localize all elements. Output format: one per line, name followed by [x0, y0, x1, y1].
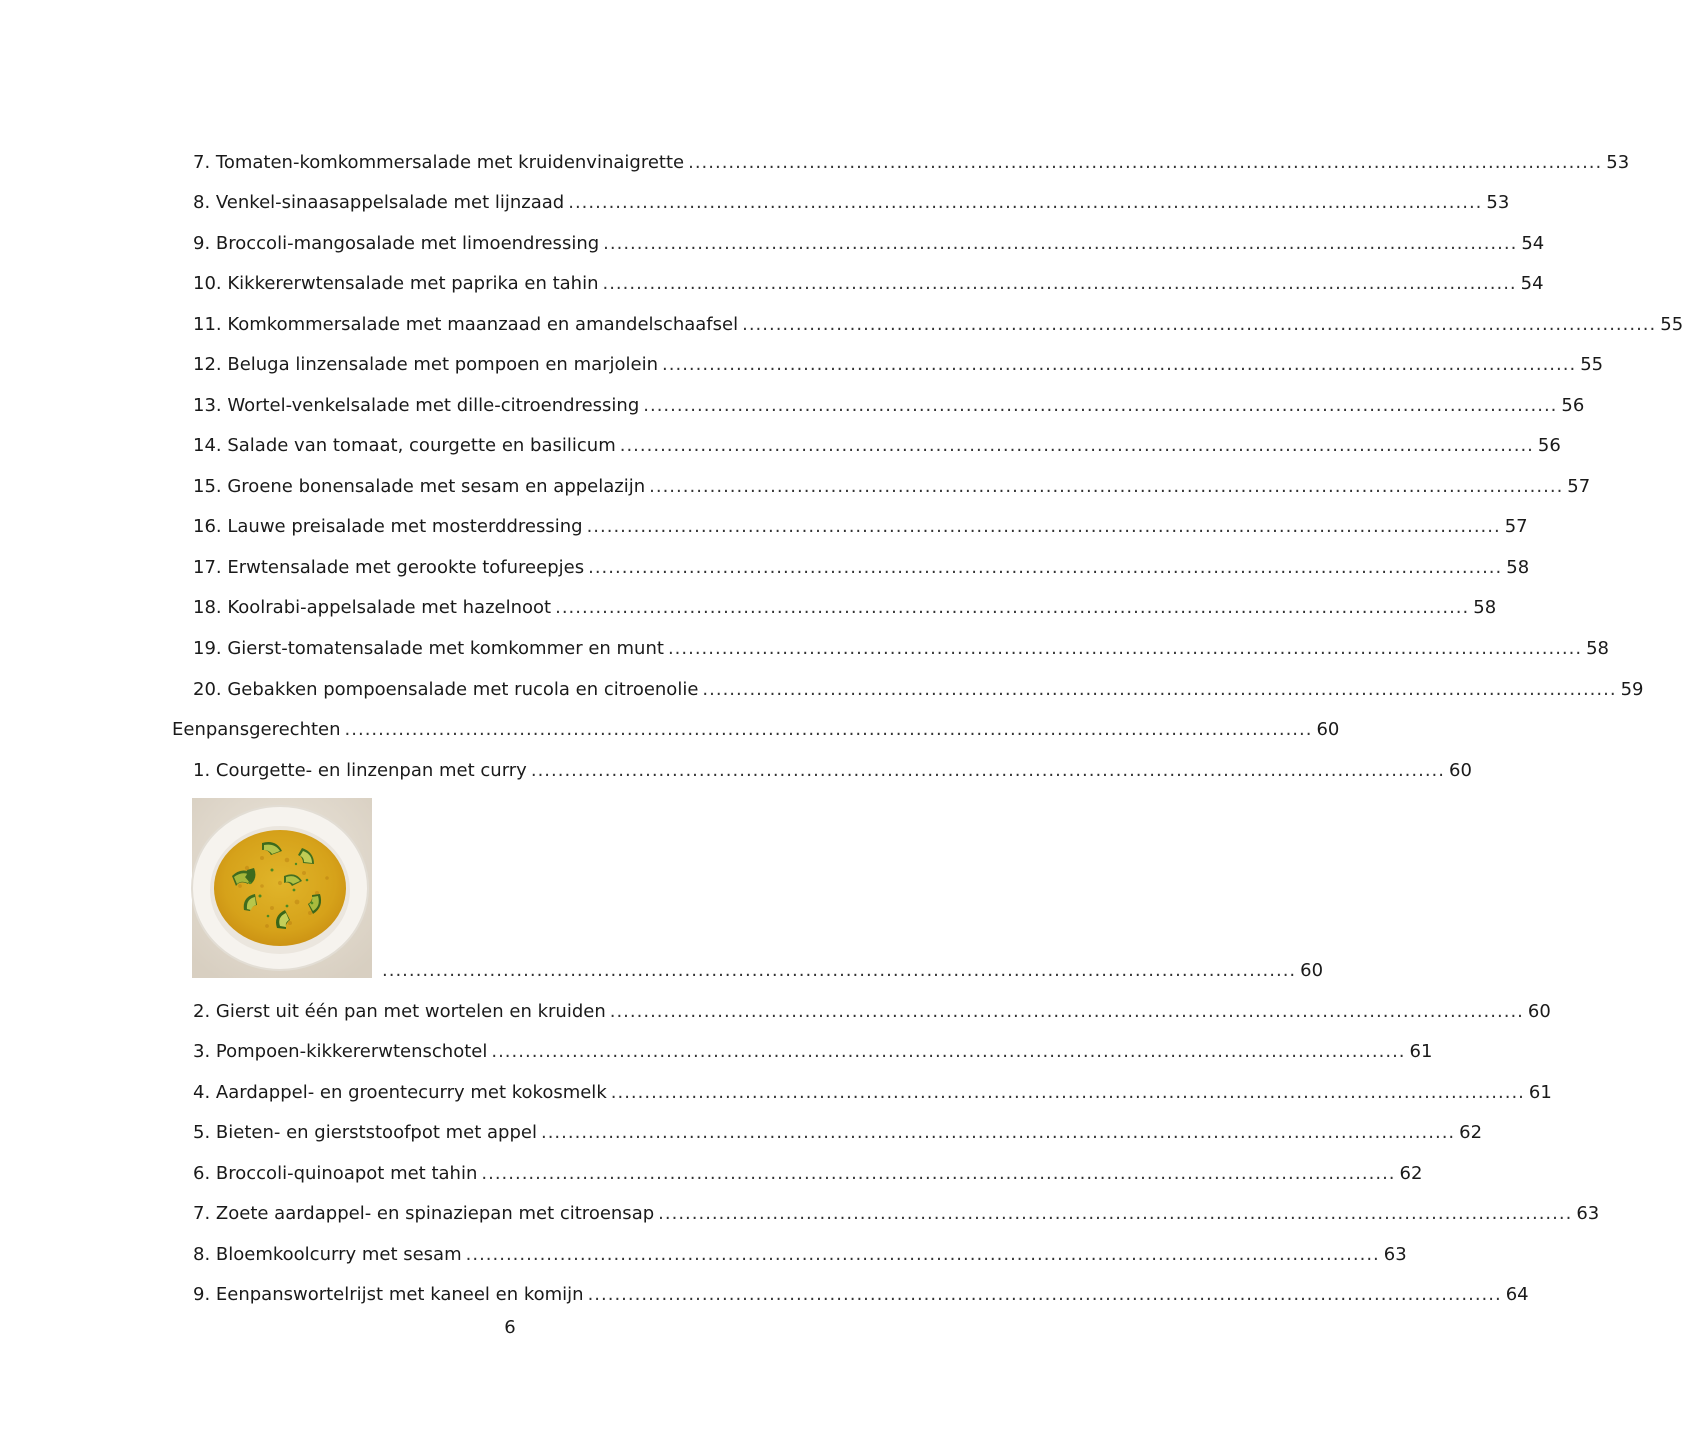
toc-entry[interactable]: [193, 638, 1609, 660]
toc-entry[interactable]: [193, 1284, 1529, 1306]
toc-entry[interactable]: [193, 354, 1604, 376]
dot-leader: ........................................................................................................................................: [530, 760, 1445, 781]
toc-entry-title: 17. Erwtensalade met gerookte tofureepjes: [193, 557, 585, 578]
toc-entry-page: 60: [1527, 1001, 1551, 1022]
toc-entry-page: 60: [1449, 760, 1472, 781]
toc-entry-title: 20. Gebakken pompoensalade met rucola en citroenolie: [193, 679, 699, 700]
toc-entry[interactable]: [193, 192, 1510, 214]
toc-entry-page: 57: [1567, 476, 1591, 497]
dot-leader: ........................................................................................................................................: [465, 1244, 1380, 1265]
toc-entry[interactable]: [193, 1122, 1483, 1144]
toc-entry-title: 5. Bieten- en gierststoofpot met appel: [193, 1122, 537, 1143]
toc-entry-page: 53: [1606, 152, 1630, 173]
toc-entry[interactable]: [193, 1163, 1423, 1185]
toc-entry-page: 61: [1409, 1041, 1433, 1062]
toc-entry-page: 53: [1486, 192, 1510, 213]
toc-entry-title: 4. Aardappel- en groentecurry met kokosmelk: [193, 1082, 607, 1103]
toc-entry-page: 54: [1520, 273, 1544, 294]
dot-leader: ........................................................................................................................................: [481, 1163, 1396, 1184]
dot-leader: ........................................................................................................................................: [643, 395, 1558, 416]
toc-entry-page: 63: [1576, 1203, 1600, 1224]
toc-entry-page: 58: [1506, 557, 1530, 578]
toc-entry-title: 9. Eenpanswortelrijst met kaneel en komijn: [193, 1284, 584, 1305]
toc-entry[interactable]: [193, 233, 1545, 255]
toc-entry-page: 61: [1528, 1082, 1552, 1103]
dot-leader: ........................................................................................................................................: [491, 1041, 1406, 1062]
toc-entry[interactable]: [193, 1041, 1433, 1063]
toc-entry-page: 64: [1505, 1284, 1529, 1305]
toc-entry-title: 2. Gierst uit één pan met wortelen en kruiden: [193, 1001, 606, 1022]
toc-entry-page: 56: [1561, 395, 1585, 416]
dot-leader: ........................................................................................................................................: [540, 1122, 1456, 1143]
toc-entry-title: 9. Broccoli-mangosalade met limoendressing: [193, 233, 600, 254]
toc-entry[interactable]: [193, 516, 1528, 538]
toc-entry-page: 59: [1620, 679, 1644, 700]
dot-leader: ........................................................................................................................................: [610, 1082, 1525, 1103]
toc-entry[interactable]: [193, 273, 1544, 295]
dot-leader: ........................................................................................................................................: [602, 273, 1517, 294]
toc-entry-page: 54: [1521, 233, 1545, 254]
toc-entry-page: 60: [1316, 719, 1340, 740]
toc-entry[interactable]: [193, 1001, 1551, 1023]
dot-leader: ........................................................................................................................................: [619, 435, 1534, 456]
dot-leader: ........................................................................................................................................: [586, 516, 1501, 537]
dot-leader: ........................................................................................................................................: [688, 152, 1603, 173]
toc-entry-page: 58: [1586, 638, 1609, 659]
dot-leader: ........................................................................................................................................: [588, 557, 1503, 578]
toc-entry-title: 10. Kikkererwtensalade met paprika en tahin: [193, 273, 599, 294]
toc-entry-page: 60: [1300, 960, 1324, 981]
toc-entry-title: 8. Bloemkoolcurry met sesam: [193, 1244, 462, 1265]
toc-entry[interactable]: [193, 1082, 1552, 1104]
toc-section-heading[interactable]: [172, 719, 1340, 741]
toc-entry-title: 14. Salade van tomaat, courgette en basilicum: [193, 435, 616, 456]
toc-entry[interactable]: [193, 1203, 1600, 1225]
dot-leader: ........................................................................................................................................: [382, 960, 1297, 981]
toc-entry[interactable]: [193, 476, 1591, 498]
dot-leader: ................................................................................................................................................: [344, 719, 1313, 740]
toc-entry-title: 7. Zoete aardappel- en spinaziepan met citroensap: [193, 1203, 655, 1224]
toc-entry[interactable]: [193, 314, 1683, 336]
dot-leader: ........................................................................................................................................: [742, 314, 1657, 335]
dot-leader: ........................................................................................................................................: [649, 476, 1564, 497]
toc-entry-page: 57: [1504, 516, 1528, 537]
toc-entry-page: 62: [1399, 1163, 1423, 1184]
dot-leader: ........................................................................................................................................: [568, 192, 1483, 213]
toc-entry-page: 56: [1537, 435, 1561, 456]
toc-entry-title: 19. Gierst-tomatensalade met komkommer en munt: [193, 638, 664, 659]
toc-entry-title: 12. Beluga linzensalade met pompoen en marjolein: [193, 354, 659, 375]
toc-entry-title: 13. Wortel-venkelsalade met dille-citroendressing: [193, 395, 640, 416]
dot-leader: ........................................................................................................................................: [662, 354, 1577, 375]
toc-entry-title: 11. Komkommersalade met maanzaad en amandelschaafsel: [193, 314, 739, 335]
toc-entry[interactable]: [193, 557, 1530, 579]
toc-entry-title: 3. Pompoen-kikkererwtenschotel: [193, 1041, 488, 1062]
dot-leader: ........................................................................................................................................: [667, 638, 1583, 659]
toc-section-title: Eenpansgerechten: [172, 719, 341, 740]
toc-entry[interactable]: [193, 597, 1497, 619]
toc-entry-title: 18. Koolrabi-appelsalade met hazelnoot: [193, 597, 552, 618]
toc-entry[interactable]: [193, 395, 1585, 417]
toc-entry[interactable]: [193, 435, 1561, 457]
dot-leader: ........................................................................................................................................: [555, 597, 1470, 618]
dot-leader: ........................................................................................................................................: [603, 233, 1518, 254]
toc-entry-photo[interactable]: [378, 960, 1324, 982]
curry-dish-photo: [192, 798, 372, 978]
toc-entry[interactable]: [193, 1244, 1407, 1266]
toc-entry[interactable]: [193, 760, 1472, 782]
toc-entry-page: 58: [1473, 597, 1497, 618]
toc-entry-title: 15. Groene bonensalade met sesam en appelazijn: [193, 476, 646, 497]
dot-leader: ........................................................................................................................................: [587, 1284, 1502, 1305]
toc-entry-page: 63: [1383, 1244, 1407, 1265]
toc-entry-title: 8. Venkel-sinaasappelsalade met lijnzaad: [193, 192, 565, 213]
toc-entry[interactable]: [193, 679, 1644, 701]
toc-entry-page: 55: [1580, 354, 1604, 375]
toc-entry-title: 1. Courgette- en linzenpan met curry: [193, 760, 527, 781]
toc-entry-title: 7. Tomaten-komkommersalade met kruidenvinaigrette: [193, 152, 685, 173]
dot-leader: ........................................................................................................................................: [609, 1001, 1524, 1022]
toc-entry-page: 55: [1660, 314, 1683, 335]
toc-entry-page: 62: [1459, 1122, 1483, 1143]
dot-leader: ........................................................................................................................................: [702, 679, 1617, 700]
toc-entry[interactable]: [193, 152, 1630, 174]
dot-leader: ........................................................................................................................................: [658, 1203, 1573, 1224]
toc-entry-title: 16. Lauwe preisalade met mosterddressing: [193, 516, 583, 537]
page-number: 6: [504, 1317, 516, 1338]
toc-entry-title: 6. Broccoli-quinoapot met tahin: [193, 1163, 478, 1184]
